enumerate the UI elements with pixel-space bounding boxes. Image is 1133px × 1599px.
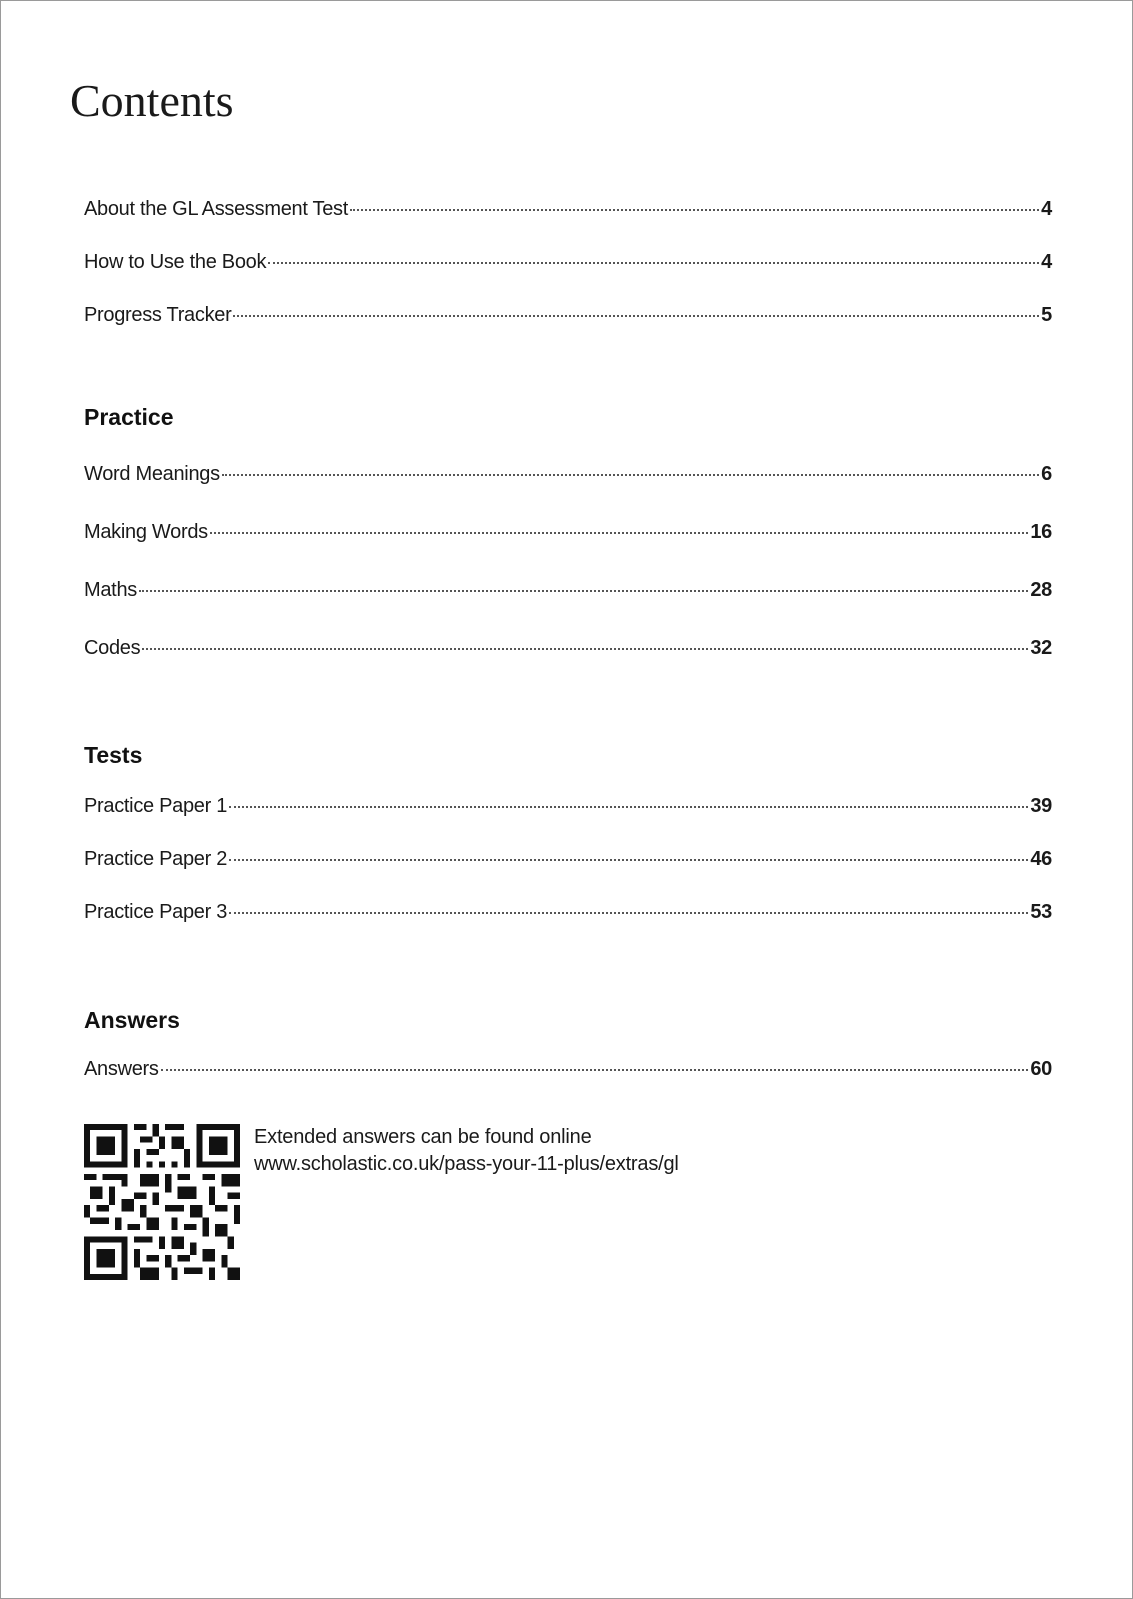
toc-entry-label: How to Use the Book <box>84 251 267 273</box>
toc-entry-page: 46 <box>1030 848 1052 870</box>
page-title: Contents <box>70 75 234 126</box>
toc-entry[interactable] <box>84 519 1052 545</box>
dot-leader <box>139 590 1028 592</box>
toc-entry-label: Word Meanings <box>84 463 220 485</box>
toc-entry[interactable] <box>84 899 1052 925</box>
toc-entry-page: 32 <box>1030 637 1052 659</box>
dot-leader <box>210 532 1028 534</box>
section-heading-answers: Answers <box>84 1007 180 1033</box>
dot-leader <box>233 315 1039 317</box>
toc-entry-page: 60 <box>1030 1058 1052 1080</box>
toc-entry-page: 4 <box>1041 251 1052 273</box>
toc-entry-label: Practice Paper 1 <box>84 795 228 817</box>
extended-answers-text: Extended answers can be found online <box>254 1126 592 1148</box>
extended-answers-note <box>254 1124 679 1178</box>
toc-entry-label: Practice Paper 2 <box>84 848 228 870</box>
toc-entry[interactable] <box>84 461 1052 487</box>
toc-entry-label: Making Words <box>84 521 208 543</box>
toc-entry-label: Codes <box>84 637 141 659</box>
toc-entry-page: 53 <box>1030 901 1052 923</box>
toc-entry-label: Practice Paper 3 <box>84 901 228 923</box>
qr-code-icon[interactable] <box>84 1124 240 1280</box>
toc-entry[interactable] <box>84 577 1052 603</box>
dot-leader <box>229 806 1028 808</box>
dot-leader <box>350 209 1039 211</box>
toc-entry-page: 39 <box>1030 795 1052 817</box>
toc-entry[interactable] <box>84 846 1052 872</box>
toc-entry-page: 4 <box>1041 198 1052 220</box>
section-heading-practice: Practice <box>84 404 174 430</box>
dot-leader <box>229 912 1028 914</box>
toc-entry[interactable] <box>84 793 1052 819</box>
toc-entry[interactable] <box>84 1056 1052 1082</box>
toc-entry-label: Answers <box>84 1058 159 1080</box>
toc-entry[interactable] <box>84 302 1052 328</box>
toc-entry-page: 6 <box>1041 463 1052 485</box>
toc-entry[interactable] <box>84 249 1052 275</box>
toc-entry-page: 5 <box>1041 304 1052 326</box>
section-heading-tests: Tests <box>84 742 143 768</box>
toc-entry-page: 28 <box>1030 579 1052 601</box>
toc-entry-label: Maths <box>84 579 137 601</box>
dot-leader <box>142 648 1028 650</box>
dot-leader <box>161 1069 1029 1071</box>
toc-entry[interactable] <box>84 635 1052 661</box>
dot-leader <box>229 859 1028 861</box>
toc-entry-label: Progress Tracker <box>84 304 232 326</box>
dot-leader <box>268 262 1039 264</box>
toc-entry-label: About the GL Assessment Test <box>84 198 348 220</box>
toc-entry[interactable] <box>84 196 1052 222</box>
dot-leader <box>222 474 1039 476</box>
toc-entry-page: 16 <box>1030 521 1052 543</box>
extended-answers-url[interactable]: www.scholastic.co.uk/pass-your-11-plus/extras/gl <box>254 1153 679 1175</box>
